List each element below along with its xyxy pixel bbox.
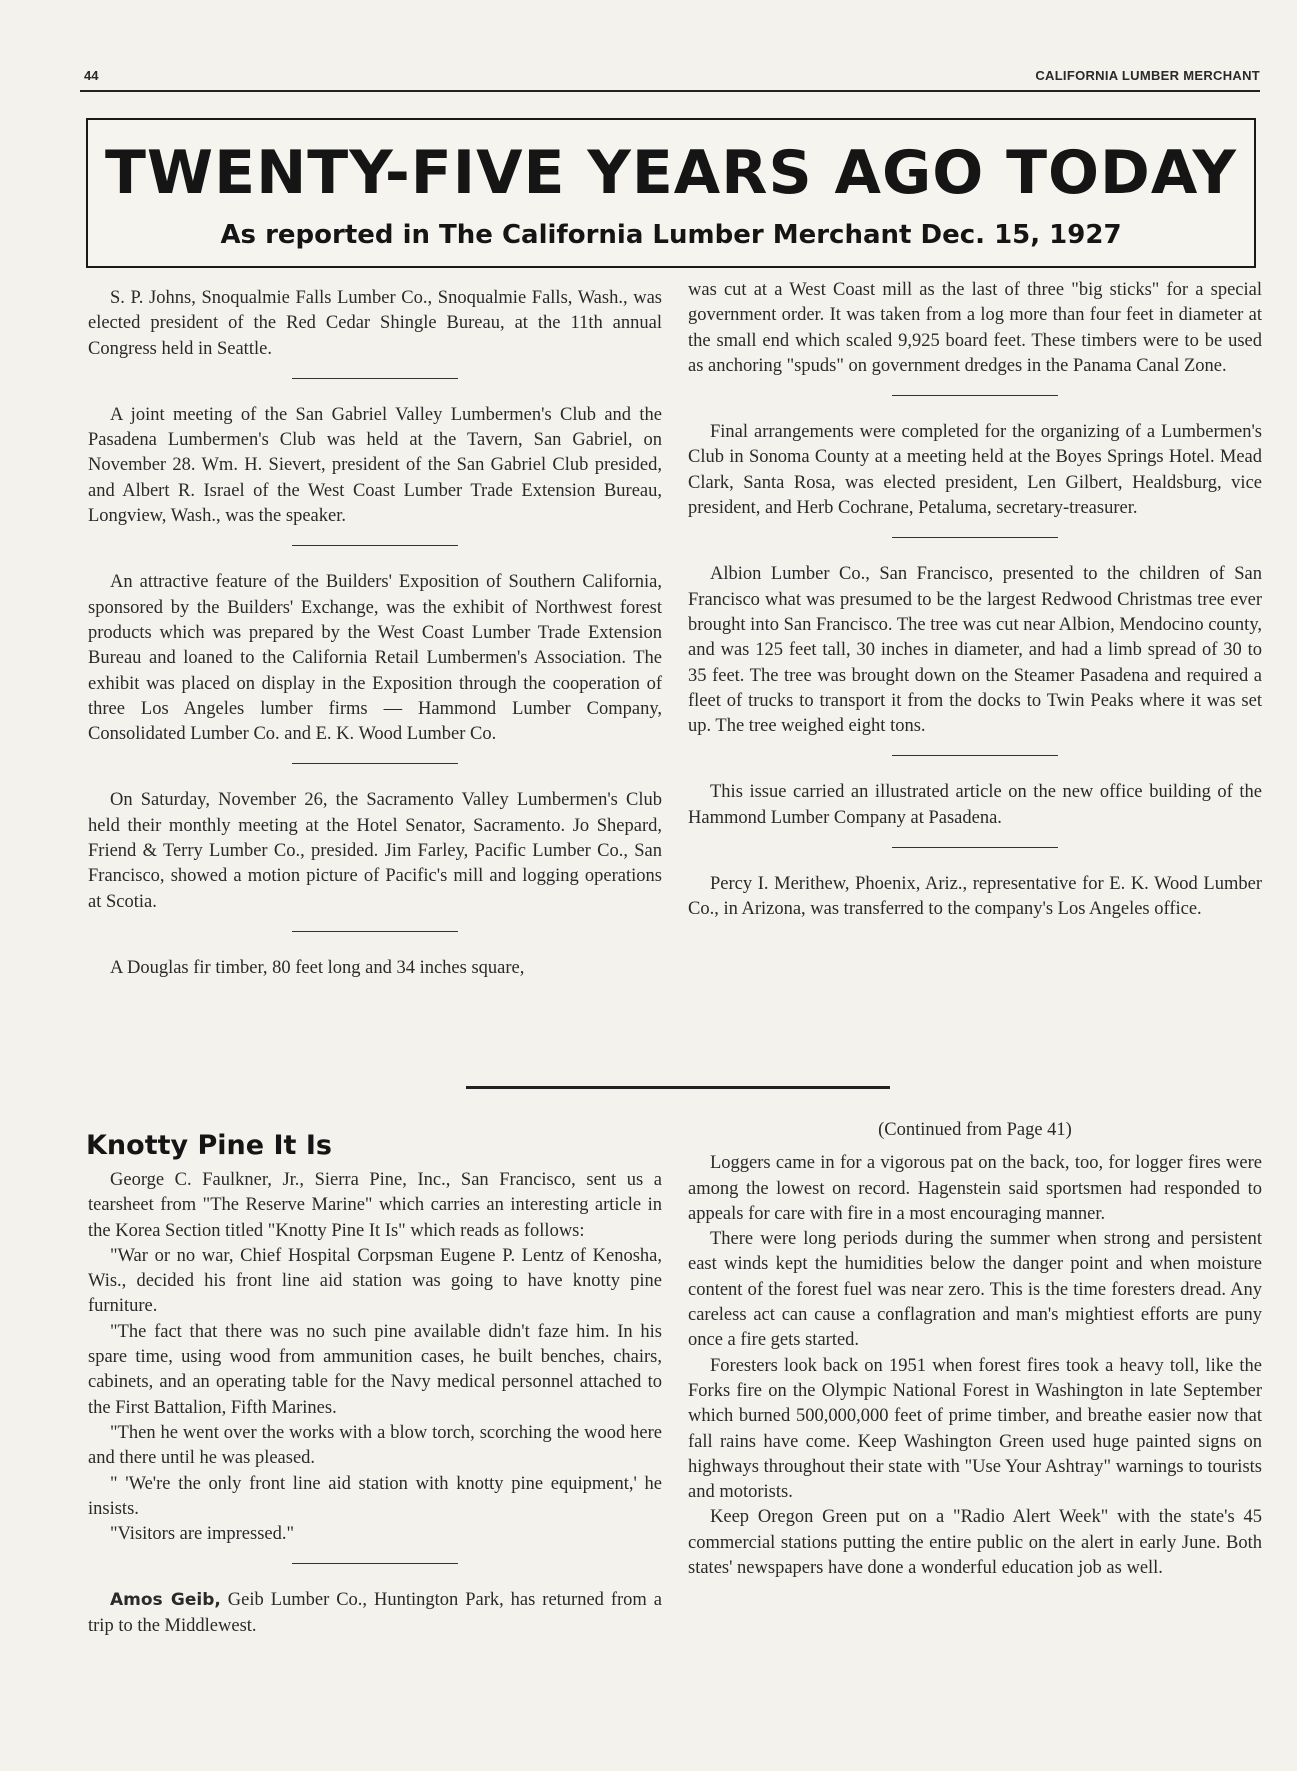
feature-title: TWENTY-FIVE YEARS AGO TODAY [104,138,1238,208]
news-column-right-top [688,278,1262,923]
article-paragraph: George C. Faulkner, Jr., Sierra Pine, Inc., San Francisco, sent us a tearsheet from "The Reserve Marine" which carries an interesting article in the Korea Section titled "Knotty Pine It Is" which reads as follows: [88,1170,662,1241]
article-paragraph: "Then he went over the works with a blow torch, scorching the wood here and there until he was pleased. [88,1422,662,1469]
article-paragraph: "War or no war, Chief Hospital Corpsman Eugene P. Lentz of Kenosha, Wis., decided his front line aid station was going to have knotty pine furniture. [88,1245,662,1317]
news-item: This issue carried an illustrated article on the new office building of the Hammond Lumber Company at Pasadena. [688,782,1262,828]
amos-geib-text: Geib Lumber Co., Huntington Park, has returned from a trip to the Middlewest. [88,1590,662,1636]
knotty-pine-heading: Knotty Pine It Is [86,1130,332,1161]
item-divider [292,931,458,932]
title-box [86,118,1256,268]
news-item: An attractive feature of the Builders' Exposition of Southern California, sponsored by the Builders' Exchange, was the exhibit of Northwest forest products which was prepared by the West Coast Lumber Trade Extension Bureau and loaned to the California Retail Lumbermen's Association. The exhibit was placed on display in the Exposition through the cooperation of three Los Angeles lumber firms — Hammond Lumber Company, Consolidated Lumber Co. and E. K. Wood Lumber Co. [88,572,662,745]
news-item-continuation: was cut at a West Coast mill as the last of three "big sticks" for a special government order. It was taken from a log more than four feet in diameter at the small end which scaled 9,925 board feet. These timbers were to be used as anchoring "spuds" on government dredges in the Panama Canal Zone. [688,280,1262,376]
news-item: A joint meeting of the San Gabriel Valley Lumbermen's Club and the Pasadena Lumbermen's Club was held at the Tavern, San Gabriel, on November 28. Wm. H. Sievert, president of the San Gabriel Club presided, and Albert R. Israel of the West Coast Lumber Trade Extension Bureau, Longview, Wash., was the speaker. [88,404,662,527]
article-paragraph: "Visitors are impressed." [110,1524,295,1545]
amos-geib-name: Amos Geib, [110,1590,221,1611]
news-item: Percy I. Merithew, Phoenix, Ariz., representative for E. K. Wood Lumber Co., in Arizona, was transferred to the company's Los Angeles office. [688,874,1262,920]
item-divider [292,545,458,546]
amos-geib-item [88,1588,662,1639]
feature-subtitle: As reported in The California Lumber Merchant Dec. 15, 1927 [220,220,1122,250]
news-item: Final arrangements were completed for the organizing of a Lumbermen's Club in Sonoma County at a meeting held at the Boyes Springs Hotel. Mead Clark, Santa Rosa, was elected president, Len Gilbert, Healdsburg, vice president, and Herb Cochrane, Petaluma, secretary-treasurer. [688,422,1262,519]
article-paragraph: There were long periods during the summer when strong and persistent east winds kept the humidities below the danger point and when moisture content of the forest fuel was near zero. This is the time foresters dread. Any careless act can cause a conflagration and man's mightiest efforts are puny once a fire gets started. [688,1229,1262,1351]
continued-label: (Continued from Page 41) [878,1120,1072,1140]
item-divider [892,755,1058,756]
news-column-left-top [88,286,662,981]
item-divider [292,1563,458,1564]
article-paragraph: Keep Oregon Green put on a "Radio Alert Week" with the state's 45 commercial stations putting the entire public on the alert in early June. Both states' newspapers have done a wonderful education job as well. [688,1507,1262,1579]
article-paragraph: "The fact that there was no such pine available didn't faze him. In his spare time, using wood from ammunition cases, he built benches, chairs, cabinets, and an operating table for the Navy medical personnel attached to the First Battalion, Fifth Marines. [88,1321,662,1418]
section-divider [466,1086,890,1089]
page-number: 44 [84,68,99,83]
item-divider [892,847,1058,848]
item-divider [892,395,1058,396]
page-header [84,64,1260,92]
news-item: A Douglas fir timber, 80 feet long and 34 inches square, [110,957,525,978]
article-paragraph: Foresters look back on 1951 when forest fires took a heavy toll, like the Forks fire on the Olympic National Forest in Washington in late September which burned 500,000,000 feet of prime timber, and breathe easier now that fall rains have come. Keep Washington Green used huge painted signs on highways throughout their state with "Use Your Ashtray" warnings to tourists and motorists. [688,1355,1262,1503]
news-item: On Saturday, November 26, the Sacramento Valley Lumbermen's Club held their monthly meeting at the Hotel Senator, Sacramento. Jo Shepard, Friend & Terry Lumber Co., presided. Jim Farley, Pacific Lumber Co., San Francisco, showed a motion picture of Pacific's mill and logging operations at Scotia. [88,790,662,912]
item-divider [892,537,1058,538]
news-item: S. P. Johns, Snoqualmie Falls Lumber Co., Snoqualmie Falls, Wash., was elected president of the Red Cedar Shingle Bureau, at the 11th annual Congress held in Seattle. [88,288,662,359]
knotty-pine-column [88,1168,662,1639]
continued-column [688,1118,1262,1581]
item-divider [292,763,458,764]
publication-name: CALIFORNIA LUMBER MERCHANT [1035,68,1260,83]
article-paragraph: " 'We're the only front line aid station with knotty pine equipment,' he insists. [88,1473,662,1519]
news-item: Albion Lumber Co., San Francisco, presented to the children of San Francisco what was presumed to be the largest Redwood Christmas tree ever brought into San Francisco. The tree was cut near Albion, Mendocino county, and was 125 feet tall, 30 inches in diameter, and had a limb spread of 30 to 35 feet. The tree was brought down on the Steamer Pasadena and required a fleet of trucks to transport it from the docks to Twin Peaks where it was set up. The tree weighed eight tons. [688,564,1262,737]
item-divider [292,378,458,379]
header-rule [80,90,1260,92]
article-paragraph: Loggers came in for a vigorous pat on the back, too, for logger fires were among the lowest on record. Hagenstein said sportsmen had responded to appeals for care with fire in a most encouraging manner. [688,1153,1262,1224]
